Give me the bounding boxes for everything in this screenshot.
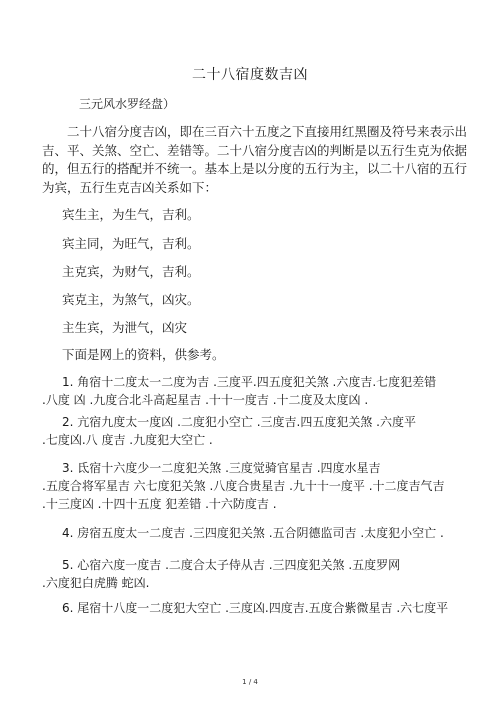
item-line: 3. 氐宿十六度少一二度犯关煞 .三度觉骑官星吉 .四度水星吉 xyxy=(62,461,381,475)
intro-line: 的，但五行的搭配并不统一。基本上是以分度的五行为主，以二十八宿的五行 xyxy=(42,161,468,176)
intro-line: 二十八宿分度吉凶，即在三百六十五度之下直接用红黑圈及符号来表示出 xyxy=(42,124,468,139)
item-line: 6. 尾宿十八度一二度犯大空亡 .三度凶.四度吉.五度合紫微星吉 .六七度平 xyxy=(62,601,449,615)
reference-note: 下面是网上的资料，供参考。 xyxy=(62,347,225,362)
item-line: 2. 亢宿九度太一度凶 .二度犯小空亡 .三度吉.四五度犯关煞 .六度平 xyxy=(62,415,416,429)
intro-line: 为宾，五行生克吉凶关系如下： xyxy=(42,179,218,195)
list-item xyxy=(42,599,467,617)
list-item xyxy=(42,524,467,542)
item-line: 1. 角宿十二度太一二度为吉 .三度平.四五度犯关煞 .六度吉.七度犯差错 xyxy=(62,375,437,389)
intro-line: 吉、平、关煞、空亡、差错等。二十八宿分度吉凶的判断是以五行生克为依据 xyxy=(42,142,468,158)
rule-line: 宾克主，为煞气，凶灾。 xyxy=(62,292,200,307)
item-line: .八度 凶 .九度合北斗高起星吉 .十十一度吉 .十二度及太度凶 . xyxy=(42,393,369,407)
item-line: 5. 心宿六度一度吉 .二度合太子侍从吉 .三四度犯关煞 .五度罗网 xyxy=(62,558,401,572)
subtitle: 三元风水罗经盘） xyxy=(79,97,176,111)
rule-line: 主克宾，为财气，吉利。 xyxy=(62,264,200,279)
rule-line: 主生宾，为泄气，凶灾 xyxy=(62,320,188,335)
item-line: 4. 房宿五度太一二度吉 .三四度犯关煞 .五合阴德监司吉 .太度犯小空亡 . xyxy=(62,526,444,540)
item-line: .五度合将军星吉 六七度犯关煞 .八度合贵星吉 .九十十一度平 .十二度吉气吉 xyxy=(42,479,445,493)
list-item xyxy=(42,556,467,592)
page-number: 1 / 4 xyxy=(242,678,258,686)
rule-line: 宾生主，为生气，吉利。 xyxy=(62,207,200,222)
list-item xyxy=(42,459,467,513)
item-line: .七度凶.八 度吉 .九度犯大空亡 . xyxy=(42,433,213,447)
list-item xyxy=(42,413,467,449)
page-title: 二十八宿度数吉凶 xyxy=(192,67,308,83)
item-line: .十三度凶 .十四十五度 犯差错 .十六防度吉 . xyxy=(42,497,277,511)
list-item xyxy=(42,373,467,409)
item-line: .六度犯白虎腾 蛇凶. xyxy=(42,576,150,590)
intro-paragraph xyxy=(42,123,468,197)
rule-line: 宾主同，为旺气，吉利。 xyxy=(62,236,200,251)
